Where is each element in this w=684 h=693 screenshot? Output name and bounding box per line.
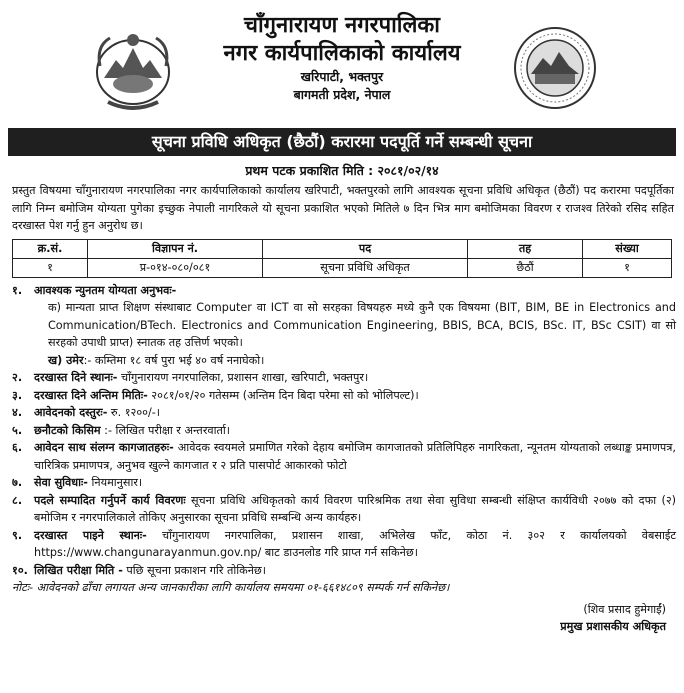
item-text-duties: सूचना प्रविधि अधिकृतको कार्य विवरण पारिश्रमिक तथा सेवा सुविधा सम्बन्धी संक्षिप्त कार्यविधी २०७७ को दफा (२) बमोजिम र नगरपालिकाले तोकिए अनुसारका सूचना प्रविधि सम्बन्धि अन्य कार्यहरु। — [34, 493, 677, 524]
notice-page — [8, 6, 676, 635]
item-number: ७. — [12, 476, 23, 489]
item-number: ४. — [12, 406, 23, 419]
cell-post: सूचना प्रविधि अधिकृत — [263, 258, 468, 277]
list-item — [12, 369, 676, 387]
item-text-exam-date: पछि सूचना प्रकाशन गरि तोकिनेछ। — [122, 563, 267, 577]
item-label-documents: आवेदन साथ संलग्न कागजातहरुः- — [34, 441, 174, 454]
signatory-title: प्रमुख प्रशासकीय अधिकृत — [560, 620, 666, 633]
item-number: २. — [12, 371, 23, 384]
item-label-benefits: सेवा सुविधाः- — [34, 476, 88, 489]
publication-date: प्रथम पटक प्रकाशित मिति : २०८१/०२/१४ — [245, 163, 439, 178]
item-text-place: चाँगुनारायण नगरपालिका, प्रशासन शाखा, खरिपाटी, भक्तपुर। — [117, 371, 369, 384]
item-number: ८. — [12, 493, 23, 507]
item-label-fee: आवेदनको दस्तुरः- — [34, 406, 108, 419]
vacancy-table — [12, 239, 672, 278]
col-level: तह — [468, 239, 583, 258]
municipality-name: चाँगुनारायण नगरपालिका — [244, 13, 440, 38]
list-item — [12, 282, 676, 370]
age-text: :- कम्तिमा १८ वर्ष पुरा भई ४० वर्ष ननाघेको। — [83, 353, 265, 367]
list-item — [12, 387, 676, 405]
item-number: १. — [12, 283, 23, 297]
header — [8, 12, 676, 124]
col-post: पद — [263, 239, 468, 258]
item-label-availability: दरखास्त पाइने स्थानः- — [34, 528, 147, 542]
item-label-exam-date: लिखित परीक्षा मिति - — [34, 563, 123, 577]
item-number: ३. — [12, 388, 23, 402]
signature-block — [8, 601, 666, 635]
item-text-deadline: २०८१/०१/२० गतेसम्म (अन्तिम दिन बिदा परेमा सो को भोलिपल्ट)। — [147, 388, 419, 402]
table-row — [13, 258, 672, 277]
nepal-government-emblem-icon — [90, 26, 176, 112]
notice-title-banner: सूचना प्रविधि अधिकृत (छैठौं) करारमा पदपूर्ति गर्ने सम्बन्धी सूचना — [8, 128, 676, 156]
item-number: ५. — [12, 423, 23, 437]
item-text-benefits: नियमानुसार। — [87, 476, 143, 489]
list-item — [12, 562, 676, 580]
col-count: संख्या — [583, 239, 672, 258]
item-label-duties: पदले सम्पादित गर्नुपर्ने कार्य विवरणः — [34, 493, 186, 507]
item-label-selection: छनौटको किसिम — [34, 423, 101, 437]
item-label-deadline: दरखास्त दिने अन्तिम मितिः- — [34, 388, 148, 402]
item-text-selection: :- लिखित परीक्षा र अन्तरवार्ता। — [100, 423, 231, 437]
item-number: १०. — [12, 563, 28, 577]
signatory-name: (शिव प्रसाद हुमेगाईं) — [583, 603, 666, 616]
office-name: नगर कार्यपालिकाको कार्यालय — [223, 41, 461, 66]
item-label-qualification: आवश्यक न्युनतम योग्यता अनुभवः- — [34, 283, 177, 297]
list-item — [12, 492, 676, 527]
list-item — [12, 422, 676, 440]
item-text-fee: रु. १२००/-। — [107, 406, 161, 419]
item-text-availability: चाँगुनारायण नगरपालिका, प्रशासन शाखा, अभिलेख फाँट, कोठा नं. ३०२ र कार्यालयको वेबसाईट https://www.changunarayanmun.gov.np/ बाट डाउनलोड गरि प्राप्त गर्न सकिनेछ। — [34, 528, 676, 559]
item-number: ६. — [12, 441, 23, 454]
age-label: ख) उमेर — [48, 353, 84, 367]
cell-level: छैठौं — [468, 258, 583, 277]
table-header-row — [13, 239, 672, 258]
address-line-1: खरिपाटी, भक्तपुर — [300, 69, 384, 84]
cell-count: १ — [583, 258, 672, 277]
item-number: ९. — [12, 528, 23, 542]
requirements-list — [12, 282, 676, 580]
cell-serial: १ — [13, 258, 88, 277]
item-label-place: दरखास्त दिने स्थानः- — [34, 371, 118, 384]
intro-paragraph: प्रस्तुत विषयमा चाँगुनारायण नगरपालिका नगर कार्यपालिकाको कार्यालय खरिपाटी, भक्तपुरको लागि आवश्यक सूचना प्रविधि अधिकृत (छैठौं) पद करारमा पदपूर्तिका लागि निम्न बमोजिम योग्यता पुगेका इच्छुक नेपाली नागरिकले यो सूचना प्रकाशित भएको मितिले ७ दिन भित्र माग बमोजिमका विवरण र राजश्व तिरेको रसिद सहित दरखास्त पेश गर्नु हुन अनुरोध छ। — [12, 184, 674, 232]
list-item — [12, 404, 676, 422]
note-text: नोटः- आवेदनको ढाँचा लगायत अन्य जानकारीका लागि कार्यालय समयमा ०१-६६१४८०९ सम्पर्क गर्न सकिनेछ। — [12, 581, 450, 594]
list-item — [12, 439, 676, 474]
col-advert-no: विज्ञापन नं. — [88, 239, 263, 258]
col-serial: क्र.सं. — [13, 239, 88, 258]
address-line-2: बागमती प्रदेश, नेपाल — [293, 87, 391, 102]
qualification-a: क) मान्यता प्राप्त शिक्षण संस्थाबाट Computer वा ICT वा सो सरहका विषयहरु मध्ये कुनै एक विषयमा (BIT, BIM, BE in Electronics and Communication/BTech. Electronics and Communication Engineering, BBIS, BCA, BCIS, BSc. IT, BSc CSIT) वा सो सरहको उपाधी प्राप्त) स्नातक तह उत्तिर्ण भएको। — [48, 301, 676, 349]
municipality-seal-icon — [513, 26, 597, 110]
cell-advert-no: प्र-०१४-०८०/०८१ — [88, 258, 263, 277]
list-item — [12, 474, 676, 492]
list-item — [12, 527, 676, 562]
item-text-documents: आवेदक स्वयमले प्रमाणित गरेको देहाय बमोजिम कागजातको प्रतिलिपिहरु नागरिकता, न्यूनतम योग्यताको लब्धाङ्क प्रमाणपत्र, चारित्रिक प्रमाणपत्र, अनुभव खुल्ने कागजात र २ प्रति पासपोर्ट आकारको फोटो — [34, 441, 676, 472]
